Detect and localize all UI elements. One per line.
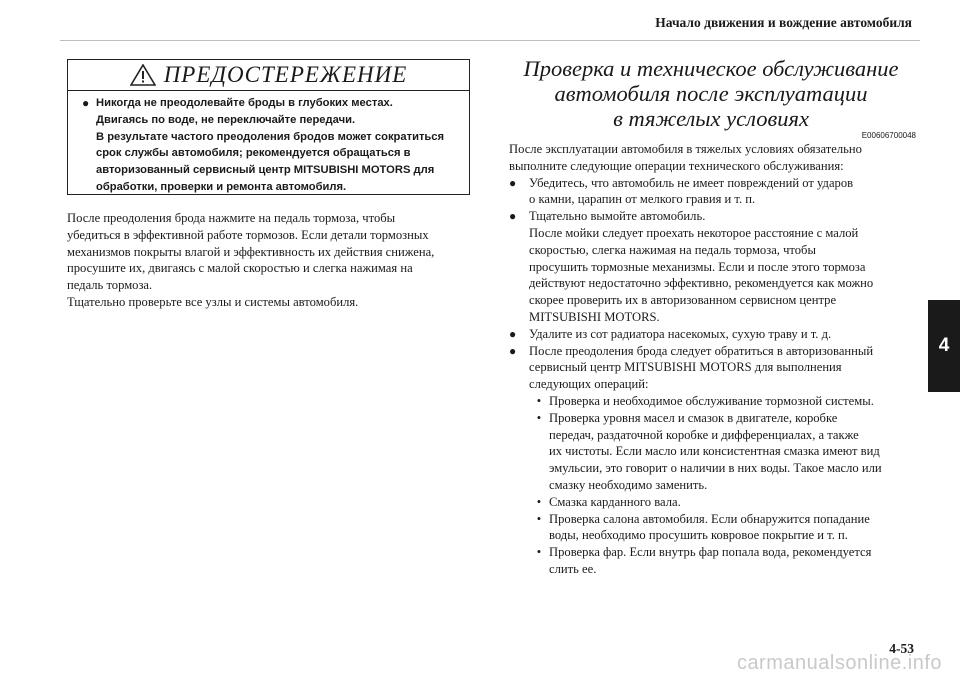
paragraph-line: убедиться в эффективной работе тормозов. Если детали тормозных [67,227,429,242]
paragraph-line: педаль тормоза. [67,278,153,293]
warning-triangle-icon [130,64,156,86]
list-item [509,326,929,343]
paragraph-line: Тщательно проверьте все узлы и системы автомобиля. [67,294,359,309]
sub-list-item-line: Проверка фар. Если внутрь фар попала вода, рекомендуется [549,545,872,560]
warning-title: ПРЕДОСТЕРЕЖЕНИЕ [163,62,408,87]
left-paragraph [67,210,477,311]
dot-icon: • [536,393,542,408]
warning-body [68,91,469,196]
list-item [509,208,929,326]
sub-list-item-line: Проверка и необходимое обслуживание тормозной системы. [549,393,874,408]
sub-list-item [509,544,929,578]
warning-line: срок службы автомобиля; рекомендуется обращаться в [96,147,411,160]
list-item-line: После мойки следует проехать некоторое расстояние с малой [529,225,859,240]
sub-list-item [509,410,929,494]
paragraph-line: После преодоления брода нажмите на педаль тормоза, чтобы [67,211,396,225]
sub-list-item-line: Смазка карданного вала. [549,494,681,509]
list-item-line: Удалите из сот радиатора насекомых, сухую траву и т. д. [529,326,832,341]
warning-line: авторизованный сервисный центр MITSUBISHI MOTORS для [96,164,435,177]
sub-list-item [509,393,929,410]
sub-list-item [509,494,929,511]
bullet-icon: ● [509,209,517,224]
list-item-line: действуют недостаточно эффективно, рекомендуется как можно [529,276,874,291]
list-item [509,343,929,393]
list-item-line: Убедитесь, что автомобиль не имеет повреждений от ударов [529,175,854,190]
bullet-icon: ● [509,175,517,190]
bullet-icon: ● [82,96,90,110]
intro-line: После эксплуатации автомобиля в тяжелых условиях обязательно [509,142,862,156]
warning-line: В результате частого преодоления бродов может сократиться [96,130,445,143]
sub-list-item-line: слить ее. [549,561,597,576]
paragraph-line: механизмов покрыты влагой и эффективность их действия снижена, [67,244,435,259]
sub-list-item-line: Проверка салона автомобиля. Если обнаружится попадание [549,511,870,526]
bullet-icon: ● [509,343,517,358]
section-title-line: в тяжелых условиях [613,106,809,131]
list-item-line: скоростью, слегка нажимая на педаль тормоза, чтобы [529,242,816,257]
list-item-line: о камни, царапин от мелкого гравия и т. п. [529,192,756,207]
section-title [500,56,922,131]
dot-icon: • [536,410,542,425]
section-content [509,141,929,578]
page-number: 4-53 [889,641,914,656]
warning-box [67,59,470,195]
sub-list-item-line: эмульсии, это говорит о наличии в них воды. Такое масло или [549,461,882,476]
list-item-line: просушить тормозные механизмы. Если и после этого тормоза [529,259,866,274]
list-item-line: следующих операций: [529,377,649,392]
list-item-line: MITSUBISHI MOTORS. [529,309,660,324]
paragraph-line: просушите их, двигаясь с малой скоростью и слегка нажимая на [67,261,413,276]
header-rule [60,40,920,41]
section-intro [509,141,929,175]
item-list [509,175,929,393]
warning-line: Двигаясь по воде, не переключайте передачи. [96,113,356,126]
intro-line: выполните следующие операции технического обслуживания: [509,158,844,173]
dot-icon: • [536,545,542,560]
list-item-line: сервисный центр MITSUBISHI MOTORS для выполнения [529,360,842,375]
sub-list-item [509,511,929,545]
page-header: Начало движения и вождение автомобиля [655,15,912,30]
chapter-tab: 4 [928,300,960,392]
sub-list-item-line: воды, необходимо просушить ковровое покрытие и т. п. [549,528,848,543]
warning-line: обработки, проверки и ремонта автомобиля. [96,180,347,193]
warning-header [68,60,469,91]
list-item-line: После преодоления брода следует обратиться в авторизованный [529,343,874,358]
sub-list-item-line: Проверка уровня масел и смазок в двигателе, коробке [549,410,838,425]
dot-icon: • [536,511,542,526]
list-item [509,175,929,209]
sub-list-item-line: их чистоты. Если масло или консистентная смазка имеют вид [549,444,880,459]
watermark: carmanualsonline.info [736,652,942,674]
list-item-line: Тщательно вымойте автомобиль. [529,209,706,224]
sub-list-item-line: передач, раздаточной коробке и дифференциалах, а также [549,427,859,442]
dot-icon: • [536,494,542,509]
section-title-line: Проверка и техническое обслуживание [523,56,899,81]
warning-text [96,95,444,196]
subitem-list [509,393,929,578]
list-item-line: скорее проверить их в авторизованном сервисном центре [529,293,837,308]
section-code: E00606700048 [861,131,916,140]
warning-line: Никогда не преодолевайте броды в глубоких местах. [96,97,393,109]
sub-list-item-line: смазку необходимо заменить. [549,477,708,492]
section-title-line: автомобиля после эксплуатации [554,81,868,106]
bullet-icon: ● [509,326,517,341]
